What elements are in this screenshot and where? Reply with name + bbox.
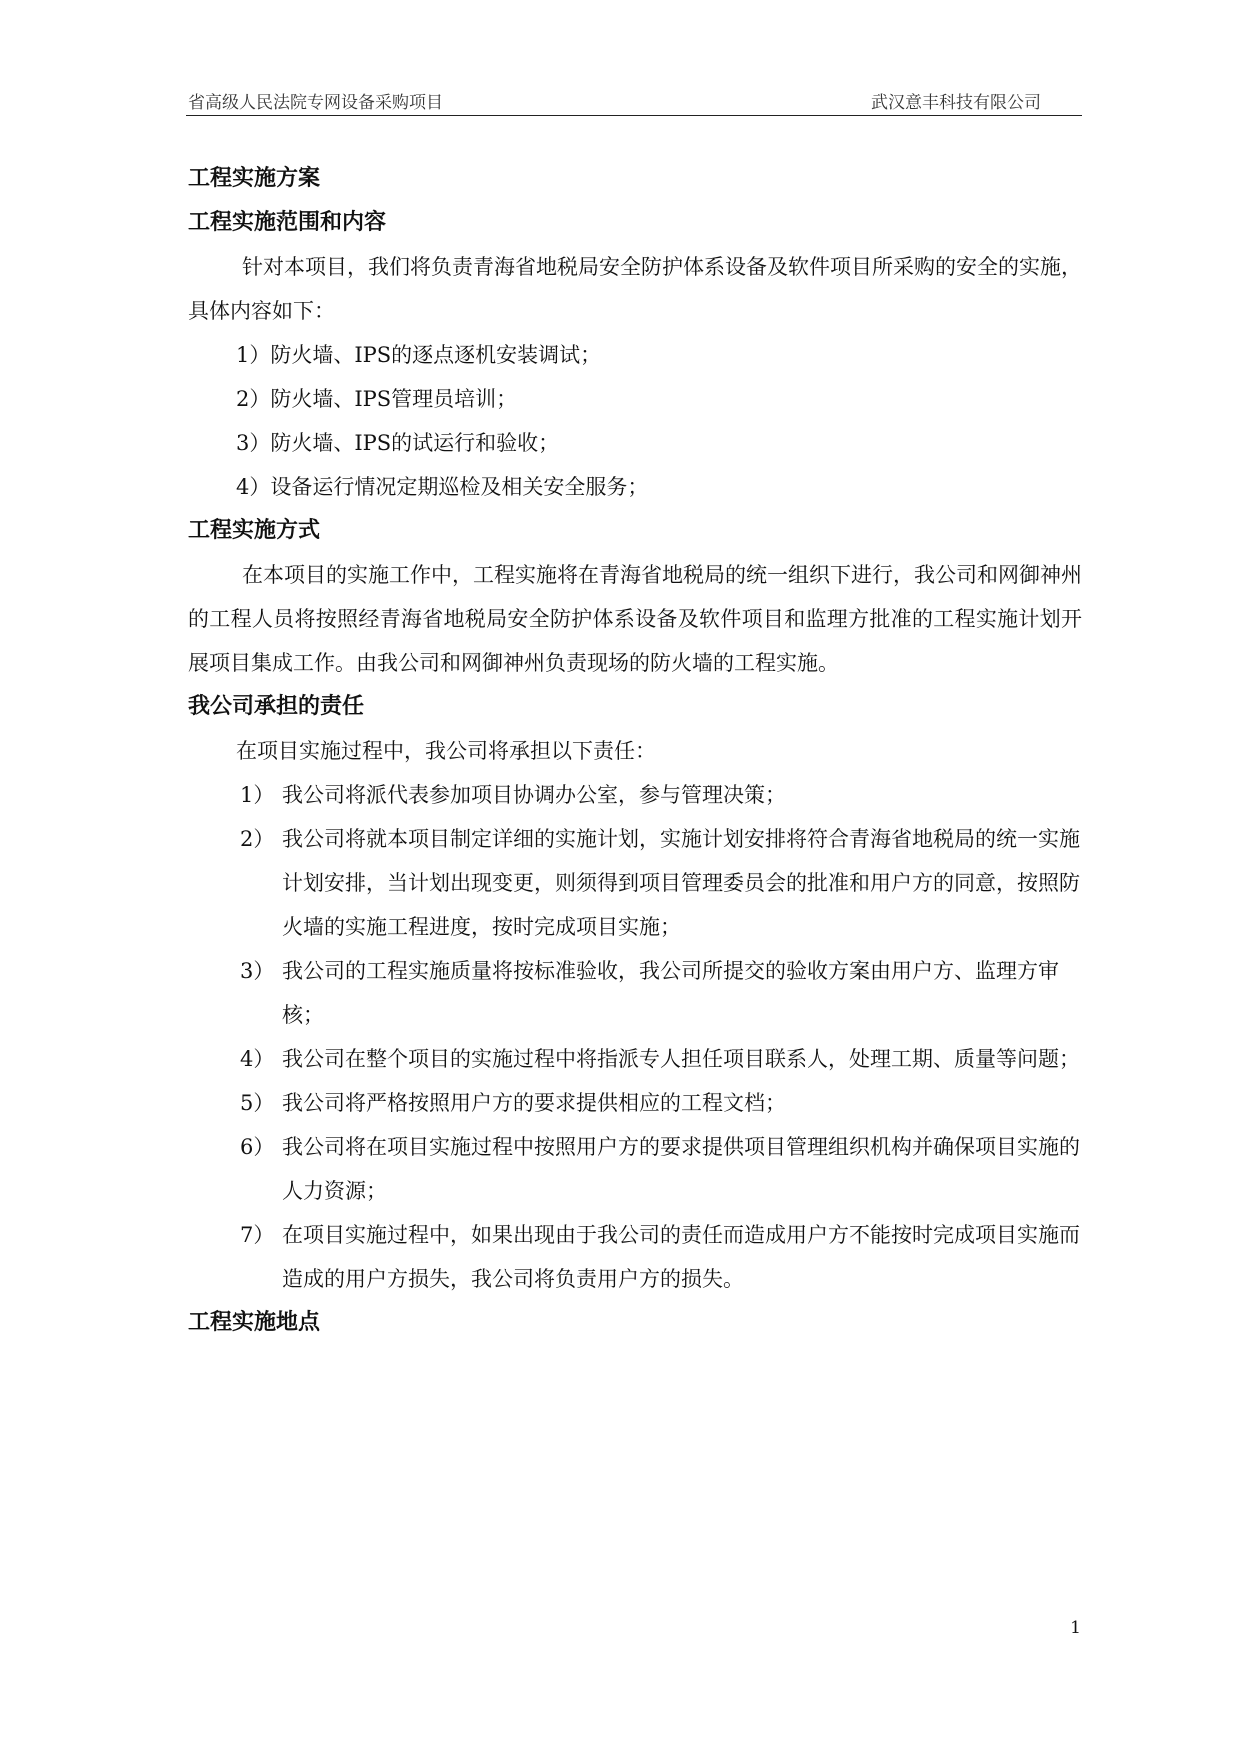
list-item [188,465,1082,509]
list-marker: 3） [240,959,275,983]
list-item [188,817,1082,949]
list-item [188,1037,1082,1081]
list-marker: 7） [240,1223,275,1247]
list-marker: 5） [240,1091,275,1115]
list-item [188,1213,1082,1301]
numbered-list [188,773,1082,1301]
list-marker: 4） [240,1047,275,1071]
section-heading: 工程实施方案 [188,166,321,191]
list-item-text: 在项目实施过程中，如果出现由于我公司的责任而造成用户方不能按时完成项目实施而造成的用户方损失，我公司将负责用户方的损失。 [282,1223,1080,1291]
section-heading: 我公司承担的责任 [188,694,365,719]
body-paragraph: 在项目实施过程中，我公司将承担以下责任： [236,739,656,763]
list-item [188,773,1082,817]
numbered-list [188,333,1082,509]
list-item-text: 设备运行情况定期巡检及相关安全服务； [270,475,649,499]
list-item [188,333,1082,377]
list-marker: 6） [240,1135,275,1159]
section-heading: 工程实施方式 [188,518,321,543]
list-item-text: 我公司将就本项目制定详细的实施计划，实施计划安排将符合青海省地税局的统一实施计划安排，当计划出现变更，则须得到项目管理委员会的批准和用户方的同意，按照防火墙的实施工程进度，按时完成项目实施； [282,827,1080,939]
header-company-name: 武汉意丰科技有限公司 [871,93,1041,113]
list-marker: 3） [236,431,271,455]
list-item [188,1081,1082,1125]
list-item-text: 我公司在整个项目的实施过程中将指派专人担任项目联系人，处理工期、质量等问题； [282,1047,1080,1071]
list-item-text: 我公司将在项目实施过程中按照用户方的要求提供项目管理组织机构并确保项目实施的人力资源； [282,1135,1080,1203]
list-marker: 1） [240,783,275,807]
list-item-text: 我公司的工程实施质量将按标准验收，我公司所提交的验收方案由用户方、监理方审核； [282,959,1059,1027]
header-rule [186,115,1082,116]
document-body [188,157,1082,1345]
list-item [188,421,1082,465]
list-item-text: 我公司将严格按照用户方的要求提供相应的工程文档； [282,1091,786,1115]
section-heading: 工程实施范围和内容 [188,210,387,235]
page-number-row [0,1618,1241,1638]
list-item [188,377,1082,421]
page-number: 1 [1070,1618,1081,1638]
list-item-text: 我公司将派代表参加项目协调办公室，参与管理决策； [282,783,786,807]
list-marker: 4） [236,475,271,499]
section-heading: 工程实施地点 [188,1310,321,1335]
list-item [188,1125,1082,1213]
list-item [188,949,1082,1037]
list-item-text: 防火墙、IPS的试运行和验收； [270,431,560,455]
list-marker: 2） [236,387,271,411]
list-item-text: 防火墙、IPS管理员培训； [270,387,518,411]
list-marker: 2） [240,827,275,851]
body-paragraph: 针对本项目，我们将负责青海省地税局安全防护体系设备及软件项目所采购的安全的实施，具体内容如下： [188,255,1082,323]
list-marker: 1） [236,343,271,367]
header-project-title: 省高级人民法院专网设备采购项目 [188,93,443,113]
body-paragraph: 在本项目的实施工作中，工程实施将在青海省地税局的统一组织下进行，我公司和网御神州的工程人员将按照经青海省地税局安全防护体系设备及软件项目和监理方批准的工程实施计划开展项目集成工作。由我公司和网御神州负责现场的防火墙的工程实施。 [188,563,1082,675]
list-item-text: 防火墙、IPS的逐点逐机安装调试； [270,343,602,367]
